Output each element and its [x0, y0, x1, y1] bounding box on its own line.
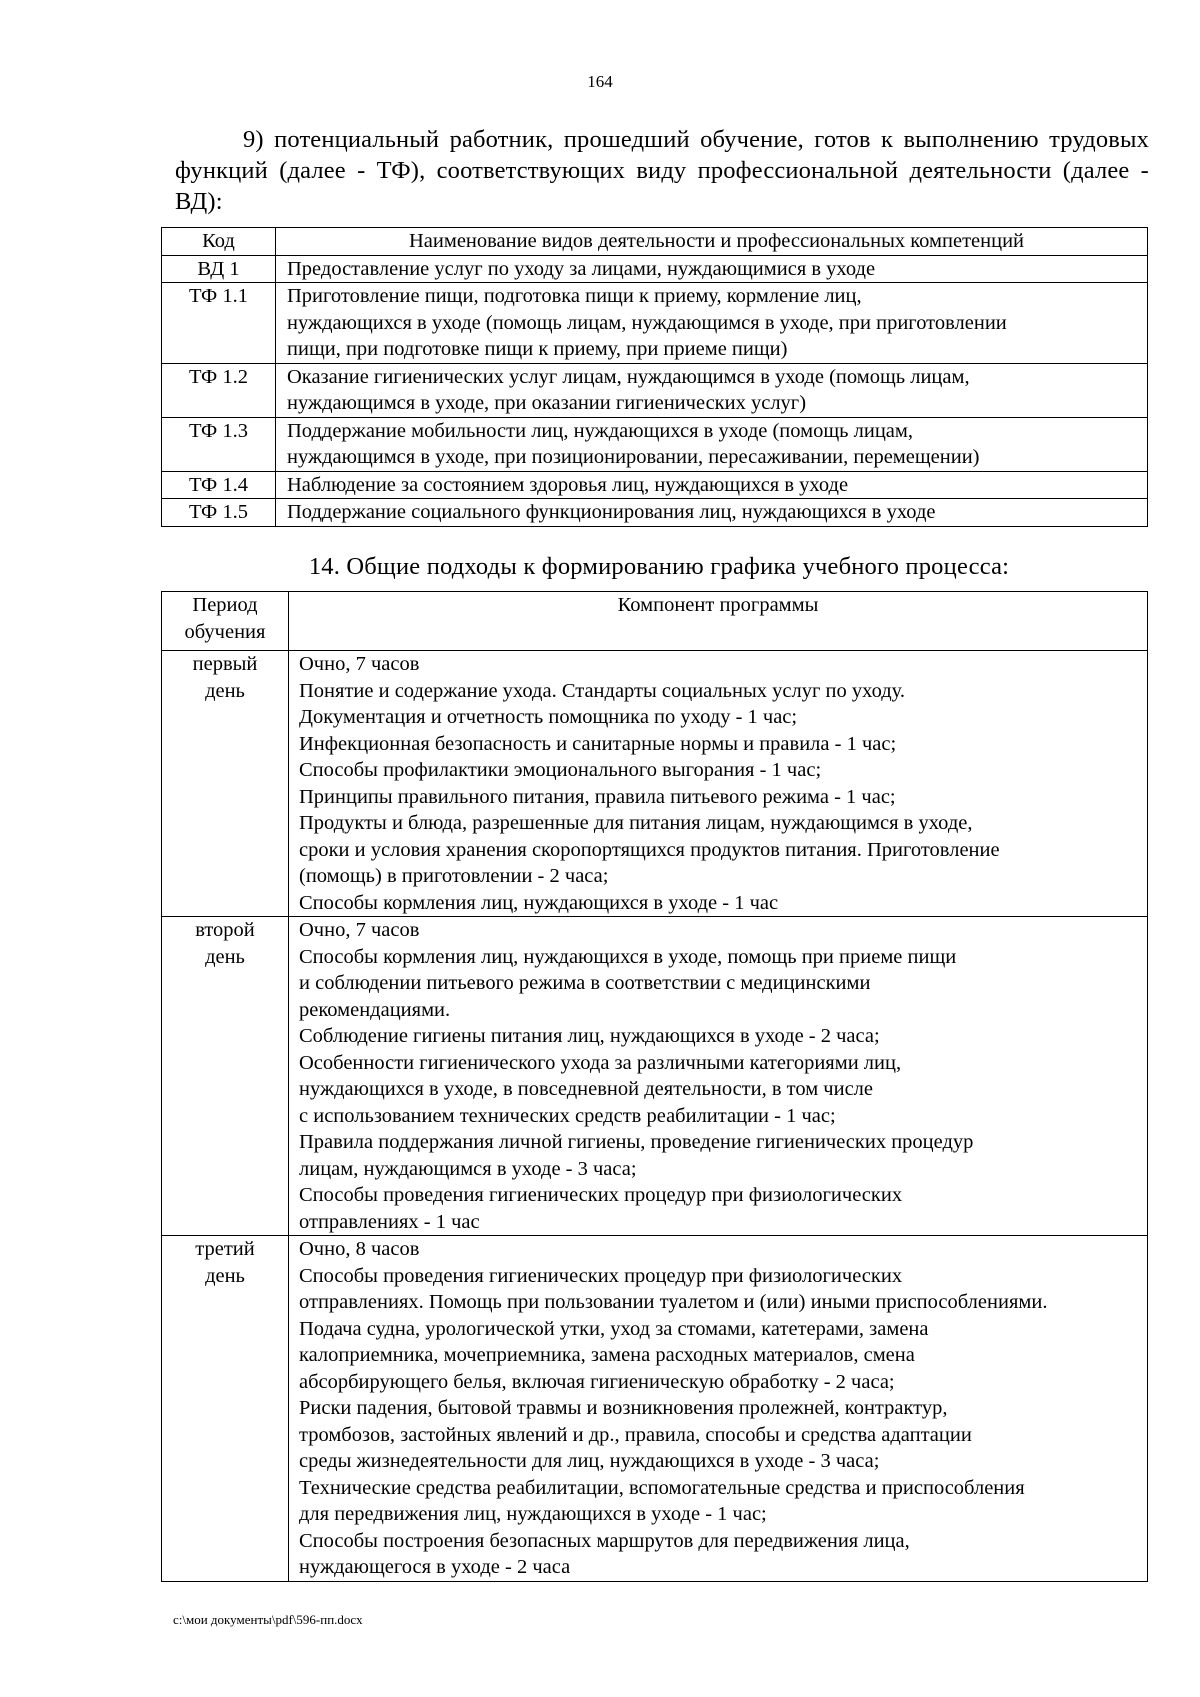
component-line: Способы проведения гигиенических процедур при физиологических: [299, 1184, 903, 1206]
schedule-row: [162, 917, 1148, 1236]
description-line: нуждающимся в уходе, при оказании гигиенических услуг): [287, 392, 807, 414]
period-line: первый: [192, 653, 258, 675]
description-line: нуждающихся в уходе (помощь лицам, нуждающимся в уходе, при приготовлении: [287, 311, 1007, 334]
period-line: день: [205, 679, 245, 702]
description-line: Поддержание социального функционирования лиц, нуждающихся в уходе: [287, 501, 936, 523]
component-line: тромбозов, застойных явлений и др., правила, способы и средства адаптации: [299, 1423, 972, 1446]
row-code: ВД 1: [162, 255, 276, 283]
row-description: [276, 471, 1148, 499]
table-row: [162, 417, 1148, 471]
component-line: среды жизнедеятельности для лиц, нуждающихся в уходе - 3 часа;: [299, 1450, 880, 1472]
row-code: ТФ 1.3: [162, 417, 276, 471]
component-line: Особенности гигиенического ухода за различными категориями лиц,: [299, 1051, 902, 1074]
description-line: нуждающимся в уходе, при позиционировании, пересаживании, перемещении): [287, 446, 980, 468]
header-period: [162, 592, 289, 651]
table-row: [162, 363, 1148, 417]
component-line: Правила поддержания личной гигиены, проведение гигиенических процедур: [299, 1131, 974, 1153]
row-description: [276, 417, 1148, 471]
component-line: нуждающегося в уходе - 2 часа: [299, 1556, 571, 1578]
section-14-heading: 14. Общие подходы к формированию графика учебного процесса:: [308, 553, 1010, 580]
component-line: Понятие и содержание ухода. Стандарты социальных услуг по уходу.: [299, 679, 905, 702]
row-components: [289, 1236, 1148, 1582]
header-period-line: обучения: [184, 620, 266, 643]
row-code: ТФ 1.4: [162, 471, 276, 499]
table-header-row: [162, 592, 1148, 651]
page-number: 164: [587, 72, 613, 91]
description-line: пищи, при подготовке пищи к приему, при приеме пищи): [287, 338, 788, 360]
component-line: Принципы правильного питания, правила питьевого режима - 1 час;: [299, 785, 896, 808]
component-line: Инфекционная безопасность и санитарные нормы и правила - 1 час;: [299, 732, 897, 755]
header-code: Код: [162, 228, 276, 256]
table-header-row: [162, 228, 1148, 256]
period-line: день: [205, 1264, 245, 1287]
component-line: Продукты и блюда, разрешенные для питания лицам, нуждающимся в уходе,: [299, 812, 973, 834]
footer-file-path: c:\мои документы\pdf\596-пп.docx: [173, 1612, 363, 1627]
table-row: [162, 255, 1148, 283]
row-period: [162, 917, 289, 1236]
component-line: Способы построения безопасных маршрутов для передвижения лица,: [299, 1529, 910, 1552]
row-code: ТФ 1.1: [162, 283, 276, 364]
schedule-table: [161, 591, 1148, 1582]
schedule-row: [162, 1236, 1148, 1582]
component-line: Очно, 8 часов: [299, 1238, 420, 1260]
component-line: абсорбирующего белья, включая гигиеническую обработку - 2 часа;: [299, 1370, 895, 1393]
component-line: сроки и условия хранения скоропортящихся продуктов питания. Приготовление: [299, 838, 1000, 861]
description-line: Оказание гигиенических услуг лицам, нуждающимся в уходе (помощь лицам,: [287, 365, 970, 388]
row-description: [276, 255, 1148, 283]
table-row: [162, 471, 1148, 499]
period-line: третий: [195, 1238, 255, 1260]
component-line: калоприемника, мочеприемника, замена расходных материалов, смена: [299, 1344, 915, 1366]
row-period: [162, 1236, 289, 1582]
row-description: [276, 283, 1148, 364]
component-line: отправлениях - 1 час: [299, 1210, 480, 1233]
component-line: с использованием технических средств реабилитации - 1 час;: [299, 1104, 836, 1127]
row-code: ТФ 1.2: [162, 363, 276, 417]
component-line: Способы проведения гигиенических процедур при физиологических: [299, 1264, 903, 1287]
description-line: Поддержание мобильности лиц, нуждающихся в уходе (помощь лицам,: [287, 419, 913, 442]
component-line: Способы профилактики эмоционального выгорания - 1 час;: [299, 759, 822, 781]
component-line: Технические средства реабилитации, вспомогательные средства и приспособления: [299, 1476, 1025, 1499]
description-line: Приготовление пищи, подготовка пищи к приему, кормление лиц,: [287, 285, 862, 307]
table-row: [162, 499, 1148, 527]
component-line: отправлениях. Помощь при пользовании туалетом и (или) иными приспособлениями.: [299, 1291, 1048, 1313]
component-line: Соблюдение гигиены питания лиц, нуждающихся в уходе - 2 часа;: [299, 1025, 880, 1047]
schedule-row: [162, 651, 1148, 917]
intro-paragraph: 9) потенциальный работник, прошедший обучение, готов к выполнению трудовых функций (далее - ТФ), соответствующих виду профессиональной деятельности (далее - ВД):: [175, 126, 1149, 215]
row-components: [289, 651, 1148, 917]
period-line: день: [205, 945, 245, 968]
header-period-line: Период: [192, 594, 258, 616]
component-line: Документация и отчетность помощника по уходу - 1 час;: [299, 706, 798, 728]
component-line: и соблюдении питьевого режима в соответствии с медицинскими: [299, 972, 871, 994]
component-line: для передвижения лиц, нуждающихся в уходе - 1 час;: [299, 1503, 767, 1525]
competencies-table: [161, 227, 1148, 527]
row-description: [276, 499, 1148, 527]
row-code: ТФ 1.5: [162, 499, 276, 527]
period-line: второй: [195, 919, 255, 941]
description-line: Наблюдение за состоянием здоровья лиц, нуждающихся в уходе: [287, 473, 849, 496]
component-line: лицам, нуждающимся в уходе - 3 часа;: [299, 1157, 637, 1180]
description-line: Предоставление услуг по уходу за лицами, нуждающимися в уходе: [287, 257, 876, 280]
row-components: [289, 917, 1148, 1236]
component-line: Способы кормления лиц, нуждающихся в уходе - 1 час: [299, 891, 779, 914]
component-line: рекомендациями.: [299, 998, 451, 1021]
component-line: (помощь) в приготовлении - 2 часа;: [299, 865, 609, 887]
row-description: [276, 363, 1148, 417]
table-row: [162, 283, 1148, 364]
row-period: [162, 651, 289, 917]
header-component: Компонент программы: [289, 592, 1148, 651]
component-line: Очно, 7 часов: [299, 653, 420, 675]
component-line: нуждающихся в уходе, в повседневной деятельности, в том числе: [299, 1078, 874, 1100]
component-line: Подача судна, урологической утки, уход за стомами, катетерами, замена: [299, 1317, 929, 1340]
header-name: Наименование видов деятельности и профессиональных компетенций: [276, 228, 1148, 256]
component-line: Очно, 7 часов: [299, 919, 420, 941]
component-line: Риски падения, бытовой травмы и возникновения пролежней, контрактур,: [299, 1397, 948, 1419]
component-line: Способы кормления лиц, нуждающихся в уходе, помощь при приеме пищи: [299, 945, 957, 968]
